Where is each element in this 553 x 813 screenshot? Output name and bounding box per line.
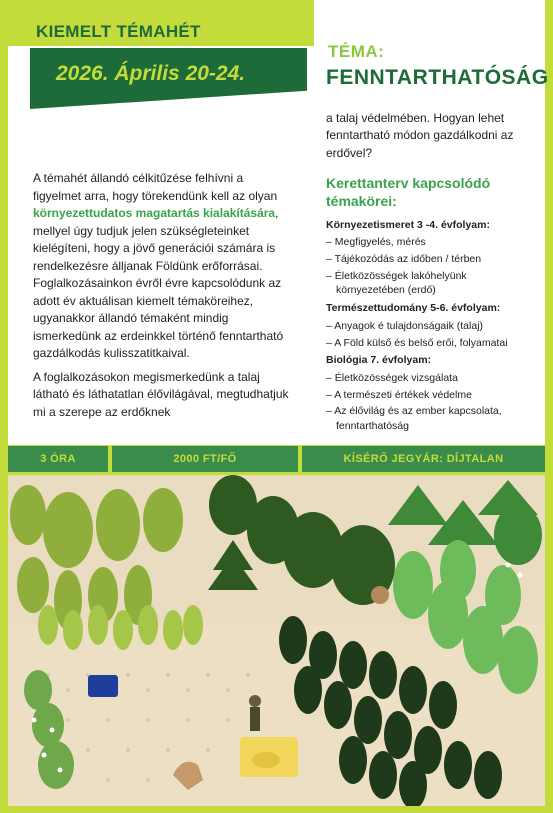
theme-label: TÉMA: [328,42,385,61]
topic-item: – A természeti értékek védelme [326,388,472,401]
intro-paragraph-2: A foglalkozásokon megismerkedünk a talaj látható és láthatatlan élővilágával, megtudhatjuk mi a szerepe az erdőknek [33,369,289,419]
forest-model-photo [8,475,545,806]
theme-title: FENNTARTHATÓSÁG [326,66,549,89]
grade-heading: Biológia 7. évfolyam: [326,354,432,367]
grade-heading: Környezetismeret 3 -4. évfolyam: [326,218,490,231]
duration-badge: 3 ÓRA [8,446,108,472]
topic-item: – Megfigyelés, mérés [326,235,426,248]
intro-paragraph-1: A témahét állandó célkitűzése felhívni a figyelmet arra, hogy törekendünk kell az olyan környezettudatos magatartás kialakítására, mellyel úgy tudjuk jelen szükségleteinket kielégíteni, hogy a jövő generációi számára is rendelkezésre álljanak Földünk erőforrásai. Foglalkozásainkon évről évre kapcsolódunk az adott év aktuálisan kiemelt témaköreihez, ugyanakkor állandó témaként mindig ismerkedünk az erdeinkkel történő fenntartható gazdálkodás kulisszatitkaival. [33,171,284,361]
intro-paragraph-3: a talaj védelmében. Hogyan lehet fenntartható módon gazdálkodni az erdővel? [326,111,514,160]
price-badge: 2000 FT/FŐ [112,446,298,472]
header-label: KIEMELT TÉMAHÉT [36,22,201,41]
topic-item: – Tájékozódás az időben / térben [326,252,482,265]
info-bar [0,445,553,475]
topic-item: – Anyagok é tulajdonságaik (talaj) [326,319,484,332]
topic-list [326,319,538,351]
topic-item: – Az élővilág és az ember kapcsolata, fenntarthatóság [326,405,502,433]
intro-highlight: környezettudatos magatartás kialakítására [33,206,276,221]
topic-list [326,235,538,299]
topic-list [326,371,538,435]
topic-item: – A Föld külső és belső erői, folyamatai [326,336,508,349]
topic-item: – Életközösségek vizsgálata [326,371,458,384]
topic-item: – Életközösségek lakóhelyünk környezetében (erdő) [326,269,467,297]
event-date: 2026. Április 20-24. [56,62,246,85]
forest-model-illustration [8,475,545,806]
grade-heading: Természettudomány 5-6. évfolyam: [326,302,501,315]
curriculum-column [326,110,538,437]
intro-column [33,170,293,427]
curriculum-heading: Kerettanterv kapcsolódó témakörei: [326,175,491,210]
ticket-badge: KÍSÉRŐ JEGYÁR: DÍJTALAN [302,446,545,472]
